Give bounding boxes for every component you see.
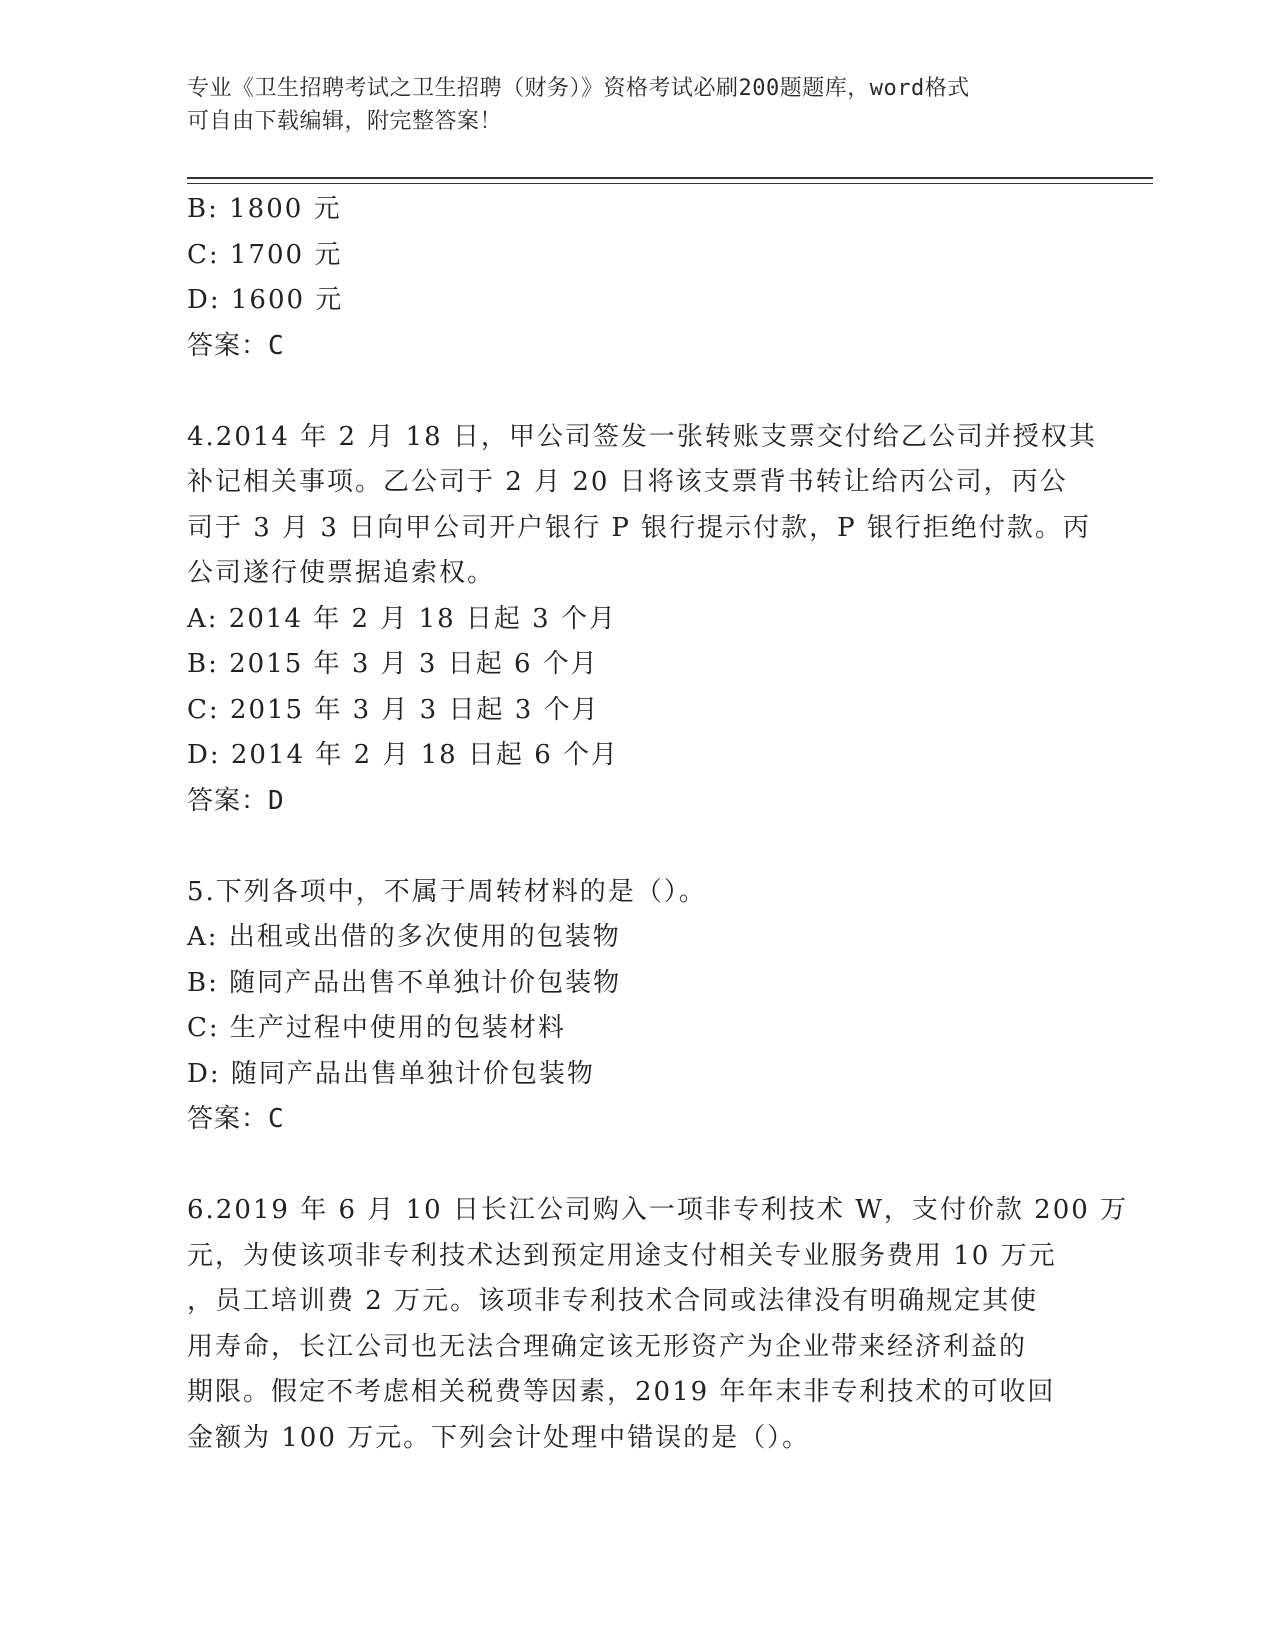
question-content xyxy=(187,187,1129,1461)
header-divider-thick xyxy=(187,177,1153,179)
q4-text-line: 司于 3 月 3 日向甲公司开户银行 P 银行提示付款，P 银行拒绝付款。丙 xyxy=(187,512,1091,543)
q6-text-line: 6.2019 年 6 月 10 日长江公司购入一项非专利技术 W，支付价款 200 万 xyxy=(187,1195,1129,1225)
document-header xyxy=(187,72,1067,138)
q4-text-line: 补记相关事项。乙公司于 2 月 20 日将该支票背书转让给丙公司，丙公 xyxy=(187,467,1068,497)
q5-text-line: 5.下列各项中，不属于周转材料的是（）。 xyxy=(187,876,707,907)
q6-text-line: 期限。假定不考虑相关税费等因素，2019 年年末非专利技术的可收回 xyxy=(187,1377,1056,1407)
spacer xyxy=(187,369,1087,415)
q6-text-line: 用寿命，长江公司也无法合理确定该无形资产为企业带来经济利益的 xyxy=(187,1331,1028,1362)
header-line-1: 专业《卫生招聘考试之卫生招聘（财务）》资格考试必刷200题题库，word格式 xyxy=(187,76,970,101)
q6-text-line: 元，为使该项非专利技术达到预定用途支付相关专业服务费用 10 万元 xyxy=(187,1240,1057,1271)
q5-option-b: B: 随同产品出售不单独计价包装物 xyxy=(187,967,622,998)
spacer xyxy=(187,1143,1087,1189)
q4-answer: 答案：D xyxy=(187,785,285,816)
q5-option-a: A: 出租或出借的多次使用的包装物 xyxy=(187,922,621,952)
q3-option-c: C: 1700 元 xyxy=(187,239,343,270)
q5-option-d: D: 随同产品出售单独计价包装物 xyxy=(187,1058,595,1089)
q4-option-b: B: 2015 年 3 月 3 日起 6 个月 xyxy=(187,649,599,679)
q6-text-line: ，员工培训费 2 万元。该项非专利技术合同或法律没有明确规定其使 xyxy=(187,1286,1039,1316)
q3-option-b: B: 1800 元 xyxy=(187,194,342,224)
q4-option-c: C: 2015 年 3 月 3 日起 3 个月 xyxy=(187,694,600,725)
header-divider-thin xyxy=(187,183,1153,184)
spacer xyxy=(187,824,1087,870)
q3-answer: 答案：C xyxy=(187,330,285,361)
q4-option-a: A: 2014 年 2 月 18 日起 3 个月 xyxy=(187,603,617,634)
q4-text-line: 4.2014 年 2 月 18 日，甲公司签发一张转账支票交付给乙公司并授权其 xyxy=(187,421,1097,452)
q5-answer: 答案：C xyxy=(187,1104,285,1134)
q5-option-c: C: 生产过程中使用的包装材料 xyxy=(187,1013,566,1043)
header-line-2: 可自由下载编辑，附完整答案！ xyxy=(187,109,503,134)
q6-text-line: 金额为 100 万元。下列会计处理中错误的是（）。 xyxy=(187,1422,811,1453)
q4-text-line: 公司遂行使票据追索权。 xyxy=(187,558,496,588)
q3-option-d: D: 1600 元 xyxy=(187,285,344,315)
q4-option-d: D: 2014 年 2 月 18 日起 6 个月 xyxy=(187,740,620,770)
